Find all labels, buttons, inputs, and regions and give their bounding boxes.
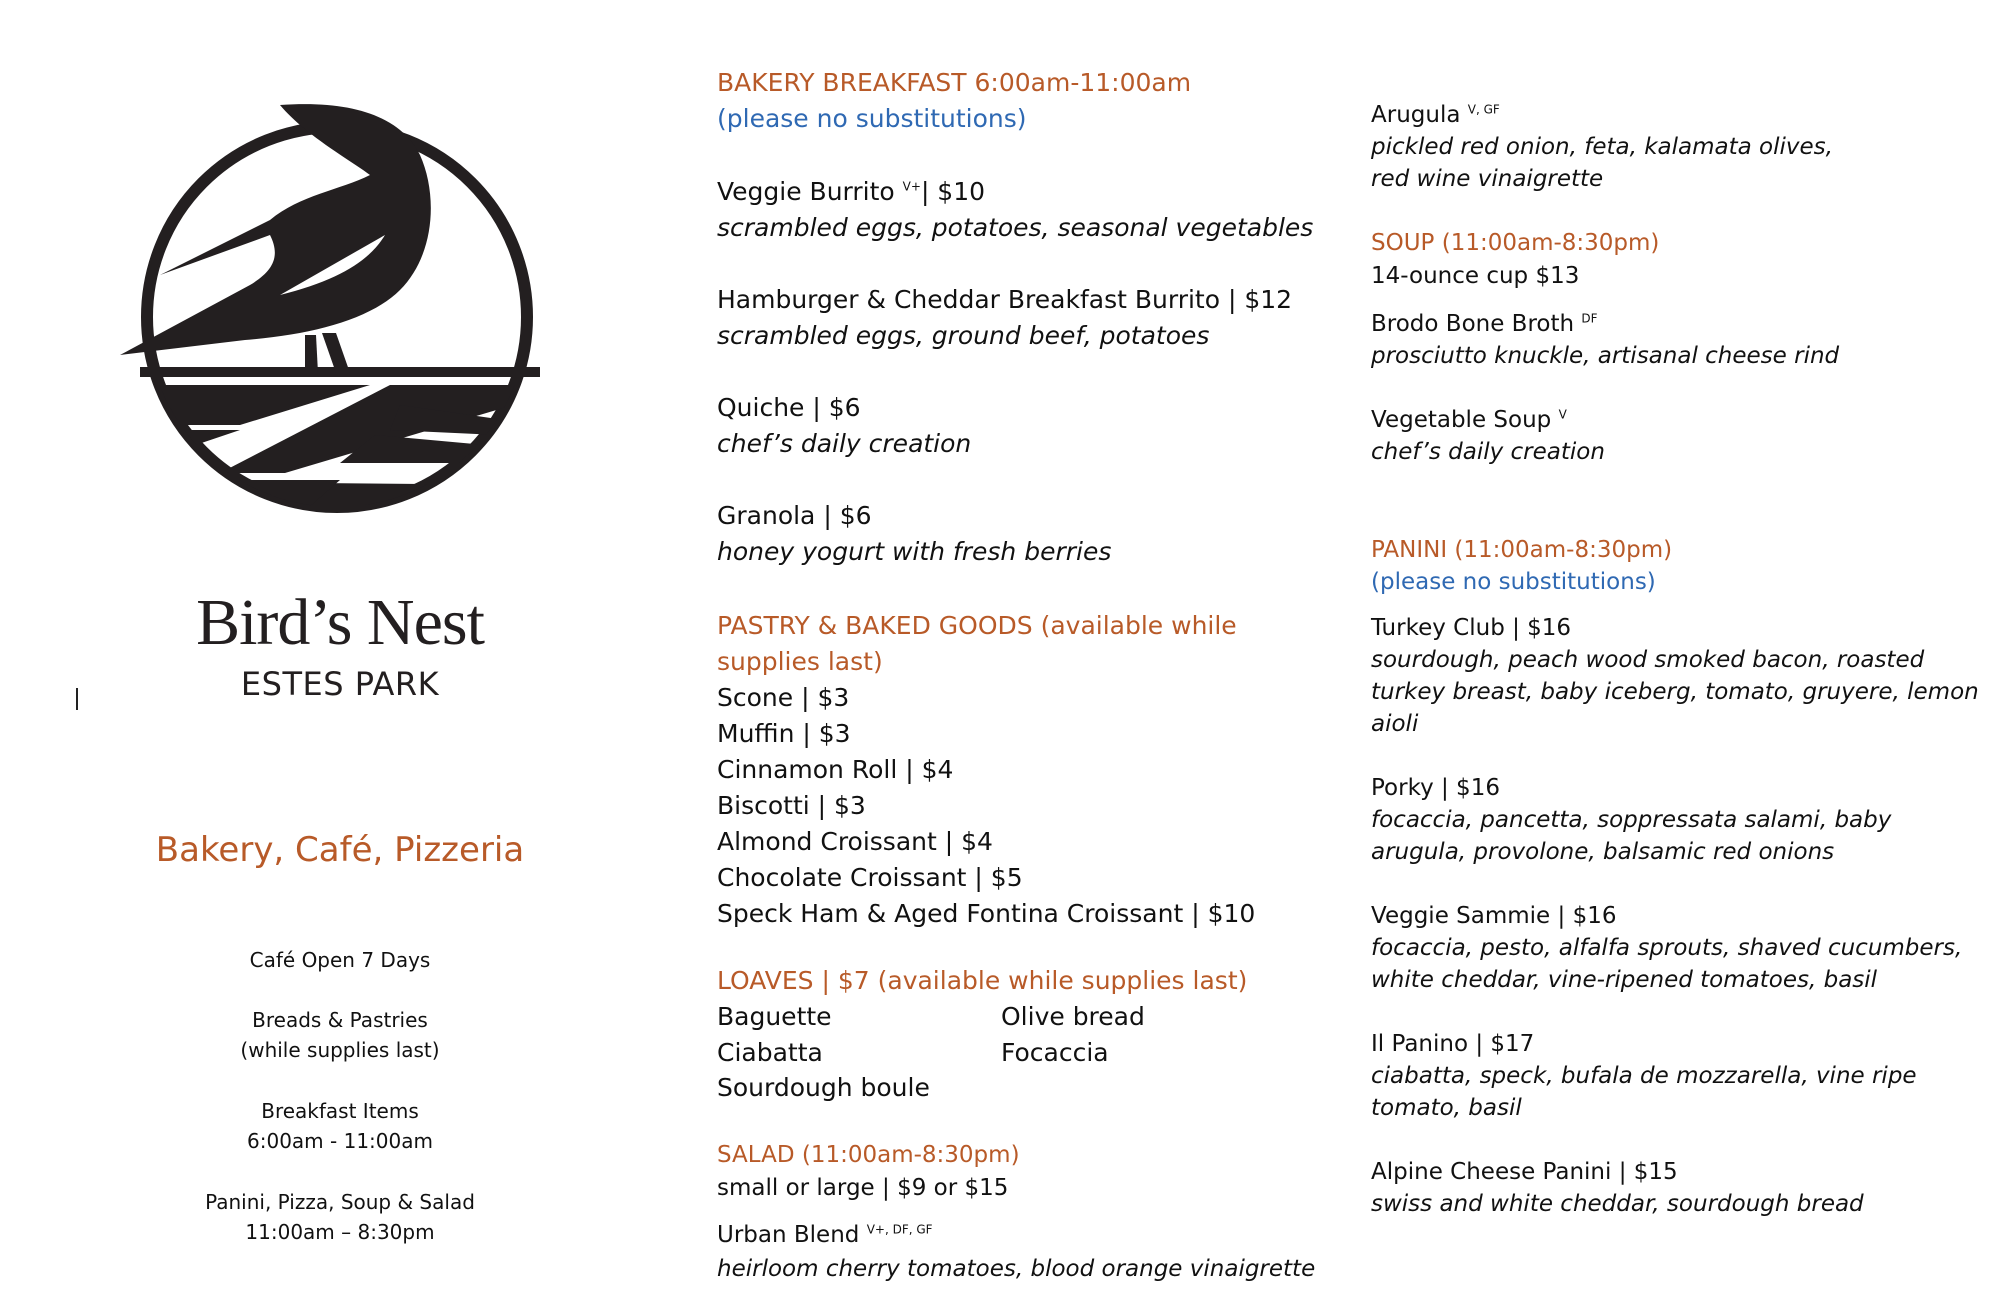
soup-size: 14-ounce cup $13 — [1371, 263, 1580, 289]
salad-item-desc: heirloom cherry tomatoes, blood orange vinaigrette — [717, 1256, 1316, 1282]
salad-sizes: small or large | $9 or $15 — [717, 1175, 1009, 1201]
breakfast-item-name: Granola | $6 — [717, 501, 872, 530]
soup-item-name: Vegetable Soup $^V$ — [1371, 407, 1567, 433]
panini-item-desc: aioli — [1371, 711, 1419, 737]
text-cursor — [76, 688, 78, 710]
breakfast-title: BAKERY BREAKFAST 6:00am-11:00am — [717, 68, 1192, 97]
breakfast-note: (please no substitutions) — [717, 104, 1027, 133]
breakfast-item-desc: chef’s daily creation — [717, 429, 972, 458]
breakfast-item-desc: scrambled eggs, potatoes, seasonal vegetables — [717, 213, 1314, 242]
pastry-list — [717, 680, 1255, 932]
panini-item-desc: focaccia, pancetta, soppressata salami, baby — [1371, 807, 1892, 833]
panini-note: (please no substitutions) — [1371, 569, 1656, 595]
hours-lunch-title: Panini, Pizza, Soup & Salad — [205, 1190, 475, 1214]
breakfast-item-desc: honey yogurt with fresh berries — [717, 537, 1112, 566]
hours-breads-title: Breads & Pastries — [252, 1008, 428, 1032]
panini-title: PANINI (11:00am-8:30pm) — [1371, 537, 1673, 563]
birds-nest-logo-icon — [100, 85, 620, 555]
list-item: Ciabatta — [717, 1038, 823, 1067]
brand-name: Bird’s Nest — [196, 586, 484, 659]
panini-item-desc: swiss and white cheddar, sourdough bread — [1371, 1191, 1864, 1217]
list-item: Cinnamon Roll | $4 — [717, 755, 954, 784]
soup-title: SOUP (11:00am-8:30pm) — [1371, 230, 1660, 256]
panini-item-name: Turkey Club | $16 — [1371, 615, 1572, 641]
soup-item-desc: prosciutto knuckle, artisanal cheese rind — [1371, 343, 1840, 369]
salad-item-name: Urban Blend $^{V+, DF, GF}$ — [717, 1222, 933, 1248]
list-item: Baguette — [717, 1002, 832, 1031]
breakfast-item-name: Hamburger & Cheddar Breakfast Burrito | $12 — [717, 285, 1293, 314]
panini-item-desc: focaccia, pesto, alfalfa sprouts, shaved cucumbers, — [1371, 935, 1963, 961]
list-item: Almond Croissant | $4 — [717, 827, 993, 856]
loaves-title: LOAVES | $7 (available while supplies last) — [717, 966, 1248, 995]
brand-location: ESTES PARK — [240, 665, 440, 703]
list-item: Speck Ham & Aged Fontina Croissant | $10 — [717, 899, 1256, 928]
salad-title: SALAD (11:00am-8:30pm) — [717, 1142, 1020, 1168]
panini-item-name: Il Panino | $17 — [1371, 1031, 1535, 1057]
panini-item-desc: white cheddar, vine-ripened tomatoes, basil — [1371, 967, 1878, 993]
panini-item-name: Alpine Cheese Panini | $15 — [1371, 1159, 1678, 1185]
breakfast-item-name: Veggie Burrito $^{V+}$| $10 — [717, 177, 986, 206]
list-item: Sourdough boule — [717, 1073, 930, 1102]
panini-item-name: Porky | $16 — [1371, 775, 1500, 801]
panini-item-desc: tomato, basil — [1371, 1095, 1522, 1121]
hours-block — [0, 945, 680, 1247]
salad-item-desc-cont: red wine vinaigrette — [1371, 166, 1604, 192]
hours-cafe: Café Open 7 Days — [249, 948, 431, 972]
list-item: Chocolate Croissant | $5 — [717, 863, 1023, 892]
panini-item-desc: arugula, provolone, balsamic red onions — [1371, 839, 1835, 865]
panini-item-desc: sourdough, peach wood smoked bacon, roasted — [1371, 647, 1925, 673]
hours-lunch-hours: 11:00am – 8:30pm — [245, 1220, 435, 1244]
salad-item-name: Arugula $^{V, GF}$ — [1371, 102, 1500, 128]
list-item: Muffin | $3 — [717, 719, 851, 748]
salad-item-desc: pickled red onion, feta, kalamata olives, — [1371, 134, 1833, 160]
list-item: Scone | $3 — [717, 683, 850, 712]
pastry-title-cont: supplies last) — [717, 647, 883, 676]
soup-item-name: Brodo Bone Broth $^{DF}$ — [1371, 311, 1598, 337]
soup-item-desc: chef’s daily creation — [1371, 439, 1605, 465]
brand-tagline: Bakery, Café, Pizzeria — [155, 830, 525, 870]
list-item: Olive bread — [1001, 1002, 1145, 1031]
panini-item-desc: turkey breast, baby iceberg, tomato, gruyere, lemon — [1371, 679, 1979, 705]
breakfast-item-name: Quiche | $6 — [717, 393, 861, 422]
hours-breads-note: (while supplies last) — [240, 1038, 440, 1062]
panini-item-name: Veggie Sammie | $16 — [1371, 903, 1617, 929]
pastry-title: PASTRY & BAKED GOODS (available while — [717, 611, 1237, 640]
list-item: Focaccia — [1001, 1038, 1109, 1067]
hours-breakfast-hours: 6:00am - 11:00am — [247, 1129, 433, 1153]
breakfast-item-desc: scrambled eggs, ground beef, potatoes — [717, 321, 1210, 350]
panini-item-desc: ciabatta, speck, bufala de mozzarella, vine ripe — [1371, 1063, 1917, 1089]
hours-breakfast-title: Breakfast Items — [261, 1099, 419, 1123]
panini-list — [1371, 612, 1979, 1220]
list-item: Biscotti | $3 — [717, 791, 866, 820]
